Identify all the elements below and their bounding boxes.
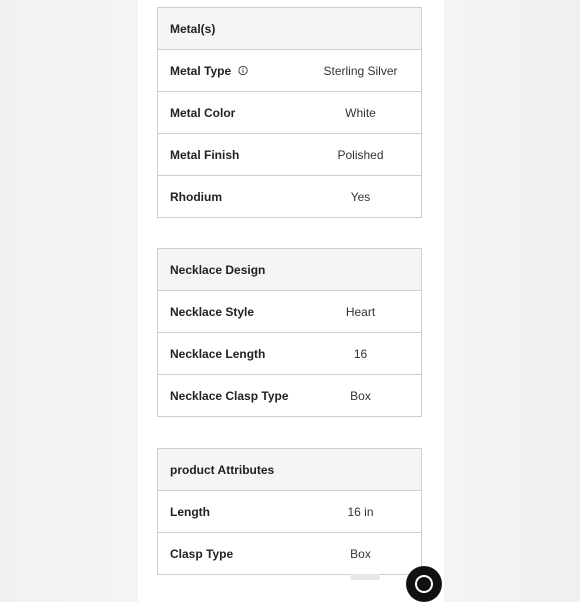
table-row bbox=[158, 375, 421, 417]
metal-type-value: Sterling Silver bbox=[323, 63, 398, 78]
necklace-header: Necklace Design bbox=[170, 262, 266, 277]
rhodium-label: Rhodium bbox=[170, 189, 222, 204]
metal-finish-value: Polished bbox=[337, 147, 384, 162]
necklace-clasp-value: Box bbox=[350, 388, 371, 403]
scroll-pill bbox=[350, 574, 380, 580]
table-row bbox=[158, 533, 421, 575]
metal-finish-label: Metal Finish bbox=[170, 147, 240, 162]
necklace-spec-table bbox=[157, 248, 422, 417]
necklace-header-row bbox=[158, 249, 421, 291]
table-row bbox=[158, 50, 421, 92]
length-value: 16 in bbox=[347, 504, 374, 519]
chat-button[interactable] bbox=[406, 566, 442, 602]
necklace-length-label: Necklace Length bbox=[170, 346, 266, 361]
metals-header-row bbox=[158, 8, 421, 50]
table-row bbox=[158, 333, 421, 375]
table-row bbox=[158, 92, 421, 134]
necklace-length-value: 16 bbox=[353, 346, 368, 361]
metals-spec-table bbox=[157, 7, 422, 218]
table-row bbox=[158, 291, 421, 333]
metal-type-label-wrap bbox=[170, 64, 248, 78]
necklace-style-value: Heart bbox=[345, 304, 376, 319]
length-label: Length bbox=[170, 504, 210, 519]
necklace-clasp-label: Necklace Clasp Type bbox=[170, 388, 289, 403]
clasp-type-label: Clasp Type bbox=[170, 546, 234, 561]
necklace-style-label: Necklace Style bbox=[170, 304, 255, 319]
chat-icon bbox=[413, 573, 435, 595]
attributes-header: product Attributes bbox=[170, 462, 275, 477]
clasp-type-value: Box bbox=[350, 546, 371, 561]
table-row bbox=[158, 134, 421, 176]
metal-color-label: Metal Color bbox=[170, 105, 236, 120]
attributes-spec-table bbox=[157, 448, 422, 575]
info-icon[interactable] bbox=[238, 66, 248, 76]
metal-color-value: White bbox=[345, 105, 376, 120]
metal-type-label: Metal Type bbox=[170, 63, 232, 78]
table-row bbox=[158, 491, 421, 533]
table-row bbox=[158, 176, 421, 218]
metals-header: Metal(s) bbox=[170, 21, 216, 36]
rhodium-value: Yes bbox=[350, 189, 371, 204]
attributes-header-row bbox=[158, 449, 421, 491]
